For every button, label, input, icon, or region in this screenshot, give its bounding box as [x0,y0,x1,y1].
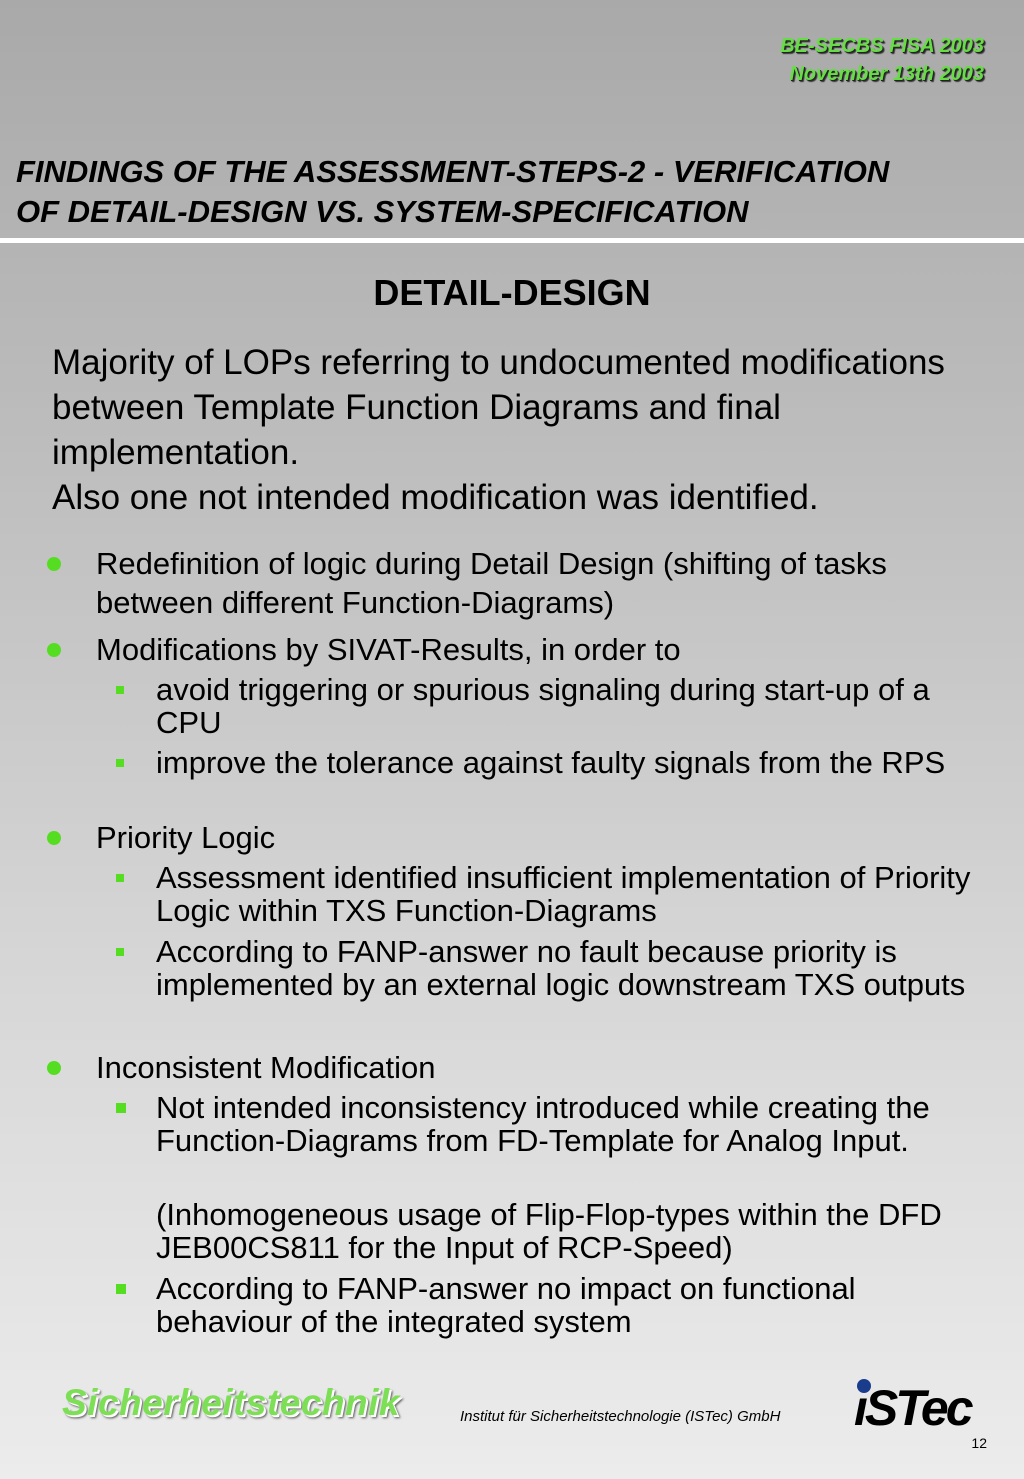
intro-paragraph: Also one not intended modification was identified. [52,478,819,517]
sub-list-item: According to FANP-answer no fault because priority is implemented by an external logic downstream TXS outputs [156,934,966,1002]
list-item: Inconsistent Modification [96,1050,436,1085]
bullet-dot-icon [47,643,61,657]
list-item: Redefinition of logic during Detail Design (shifting of tasks between different Function-Diagrams) [96,546,887,620]
bullet-dot-icon [47,1061,61,1075]
bullet-square-icon [116,1284,126,1294]
intro-paragraph: Majority of LOPs referring to undocumented modifications between Template Function Diagrams and final implementation. [52,343,945,472]
section-heading: DETAIL-DESIGN [373,272,651,313]
slide-title-line2: OF DETAIL-DESIGN VS. SYSTEM-SPECIFICATION [16,194,749,229]
title-divider [0,238,1024,243]
istec-logo [852,1372,992,1432]
conference-name: BE-SECBS FISA 2003 [780,35,984,57]
sub-list-item: Assessment identified insufficient implementation of Priority Logic within TXS Function-Diagrams [156,860,971,928]
sub-list-note: (Inhomogeneous usage of Flip-Flop-types within the DFD JEB00CS811 for the Input of RCP-Speed) [156,1197,942,1265]
bullet-dot-icon [47,831,61,845]
slide-title-line1: FINDINGS OF THE ASSESSMENT-STEPS-2 - VERIFICATION [16,154,890,189]
slide-title [16,152,1006,232]
bullet-square-icon [116,1103,126,1113]
conference-header [780,32,984,88]
bullet-square-icon [116,874,124,882]
conference-date: November 13th 2003 [789,63,984,85]
sub-list-item: According to FANP-answer no impact on functional behaviour of the integrated system [156,1271,856,1339]
institute-name: Institut für Sicherheitstechnologie (ISTec) GmbH [460,1408,781,1425]
list-item: Priority Logic [96,820,276,855]
bullet-dot-icon [47,557,61,571]
bullet-square-icon [116,759,124,767]
page-number: 12 [971,1435,987,1451]
sub-list-item: improve the tolerance against faulty signals from the RPS [156,745,946,780]
intro-text [52,340,992,520]
bullet-square-icon [116,686,124,694]
brand-wordmark: Sicherheitstechnik [62,1382,401,1423]
sub-list-item: avoid triggering or spurious signaling during start-up of a CPU [156,672,930,740]
bullet-square-icon [116,948,124,956]
svg-text:ıSTec: ıSTec [854,1380,971,1432]
list-item: Modifications by SIVAT-Results, in order to [96,632,681,667]
sub-list-item: Not intended inconsistency introduced while creating the Function-Diagrams from FD-Template for Analog Input. [156,1090,930,1158]
